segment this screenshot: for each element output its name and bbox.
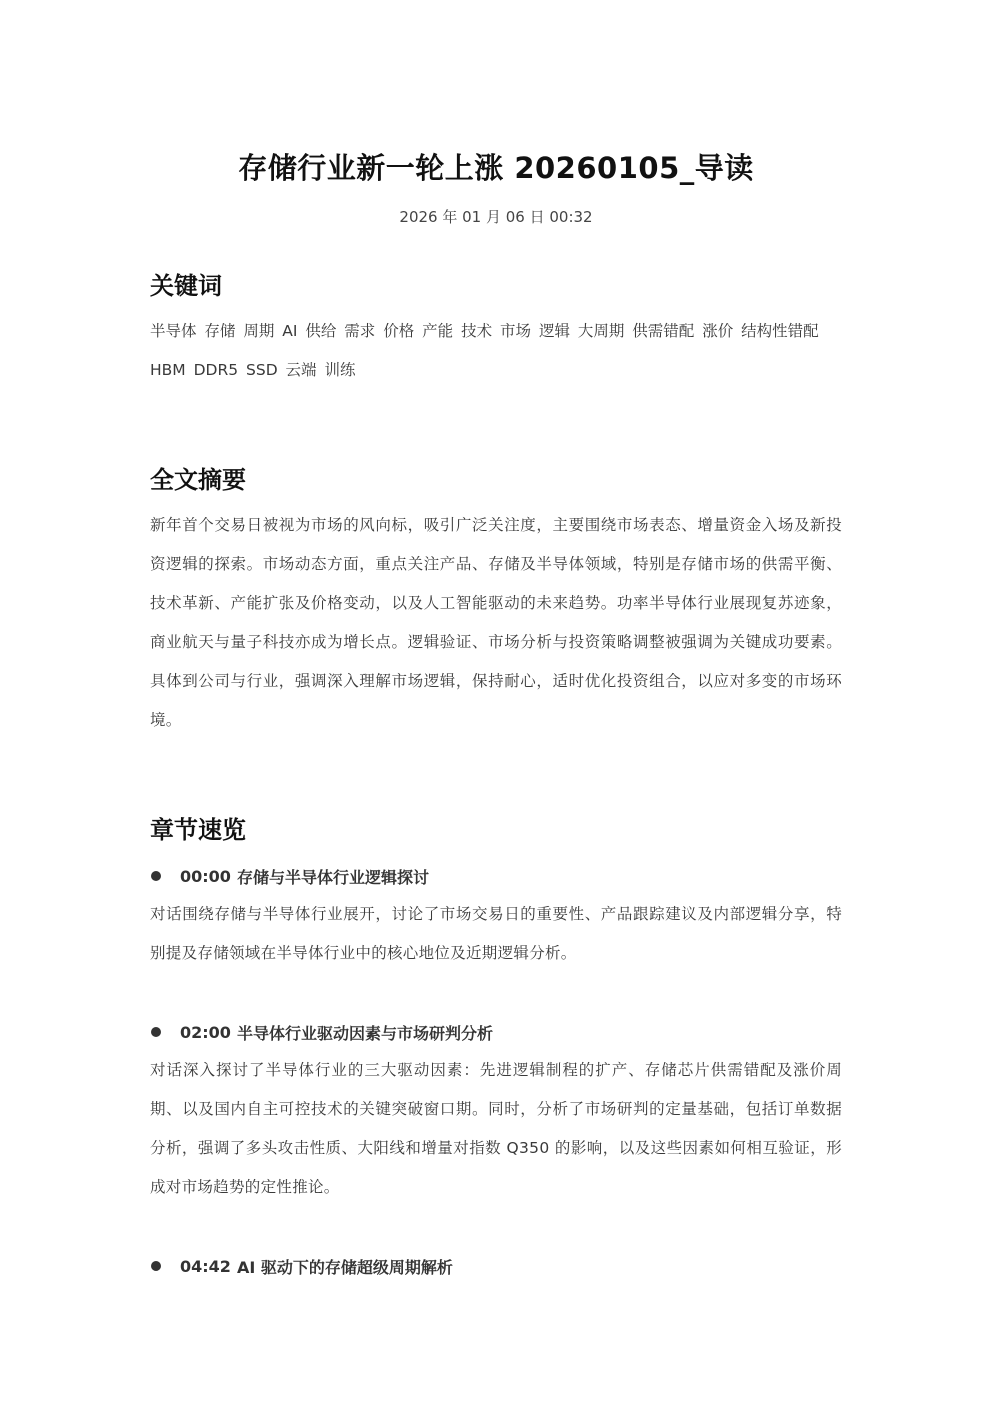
chapter-description: 对话围绕存储与半导体行业展开，讨论了市场交易日的重要性、产品跟踪建议及内部逻辑分享，特别提及存储领域在半导体行业中的核心地位及近期逻辑分析。 — [150, 905, 842, 962]
chapter-item-header — [150, 1021, 493, 1043]
bullet-icon — [151, 871, 161, 881]
chapters-heading: 章节速览 — [150, 816, 246, 844]
summary-paragraph: 新年首个交易日被视为市场的风向标，吸引广泛关注度，主要围绕市场表态、增量资金入场及新投资逻辑的探索。市场动态方面，重点关注产品、存储及半导体领域，特别是存储市场的供需平衡、技术革新、产能扩张及价格变动，以及人工智能驱动的未来趋势。功率半导体行业展现复苏迹象，商业航天与量子科技亦成为增长点。逻辑验证、市场分析与投资策略调整被强调为关键成功要素。具体到公司与行业，强调深入理解市场逻辑，保持耐心，适时优化投资组合，以应对多变的市场环境。 — [150, 516, 842, 729]
document-date: 2026 年 01 月 06 日 00:32 — [399, 208, 593, 226]
bullet-icon — [151, 1261, 161, 1271]
bullet-icon — [151, 1027, 161, 1037]
keywords-heading: 关键词 — [150, 272, 222, 300]
chapter-title: 存储与半导体行业逻辑探讨 — [236, 867, 429, 887]
chapter-title: 半导体行业驱动因素与市场研判分析 — [236, 1023, 493, 1043]
document-title: 存储行业新一轮上涨 20260105_导读 — [238, 151, 754, 185]
keywords-list: 半导体 存储 周期 AI 供给 需求 价格 产能 技术 市场 逻辑 大周期 供需错配 涨价 结构性错配 HBM DDR5 SSD 云端 训练 — [150, 322, 819, 379]
chapter-description: 对话深入探讨了半导体行业的三大驱动因素：先进逻辑制程的扩产、存储芯片供需错配及涨价周期、以及国内自主可控技术的关键突破窗口期。同时，分析了市场研判的定量基础，包括订单数据分析，强调了多头攻击性质、大阳线和增量对指数 Q350 的影响，以及这些因素如何相互验证，形成对市场趋势的定性推论。 — [150, 1061, 842, 1196]
chapter-item-header — [150, 865, 429, 887]
chapter-title: AI 驱动下的存储超级周期解析 — [236, 1257, 453, 1277]
chapter-timestamp[interactable]: 04:42 — [180, 1256, 231, 1276]
summary-heading: 全文摘要 — [150, 466, 246, 494]
chapter-item-header — [150, 1255, 453, 1277]
chapter-timestamp[interactable]: 00:00 — [180, 866, 231, 886]
chapter-timestamp[interactable]: 02:00 — [180, 1022, 231, 1042]
